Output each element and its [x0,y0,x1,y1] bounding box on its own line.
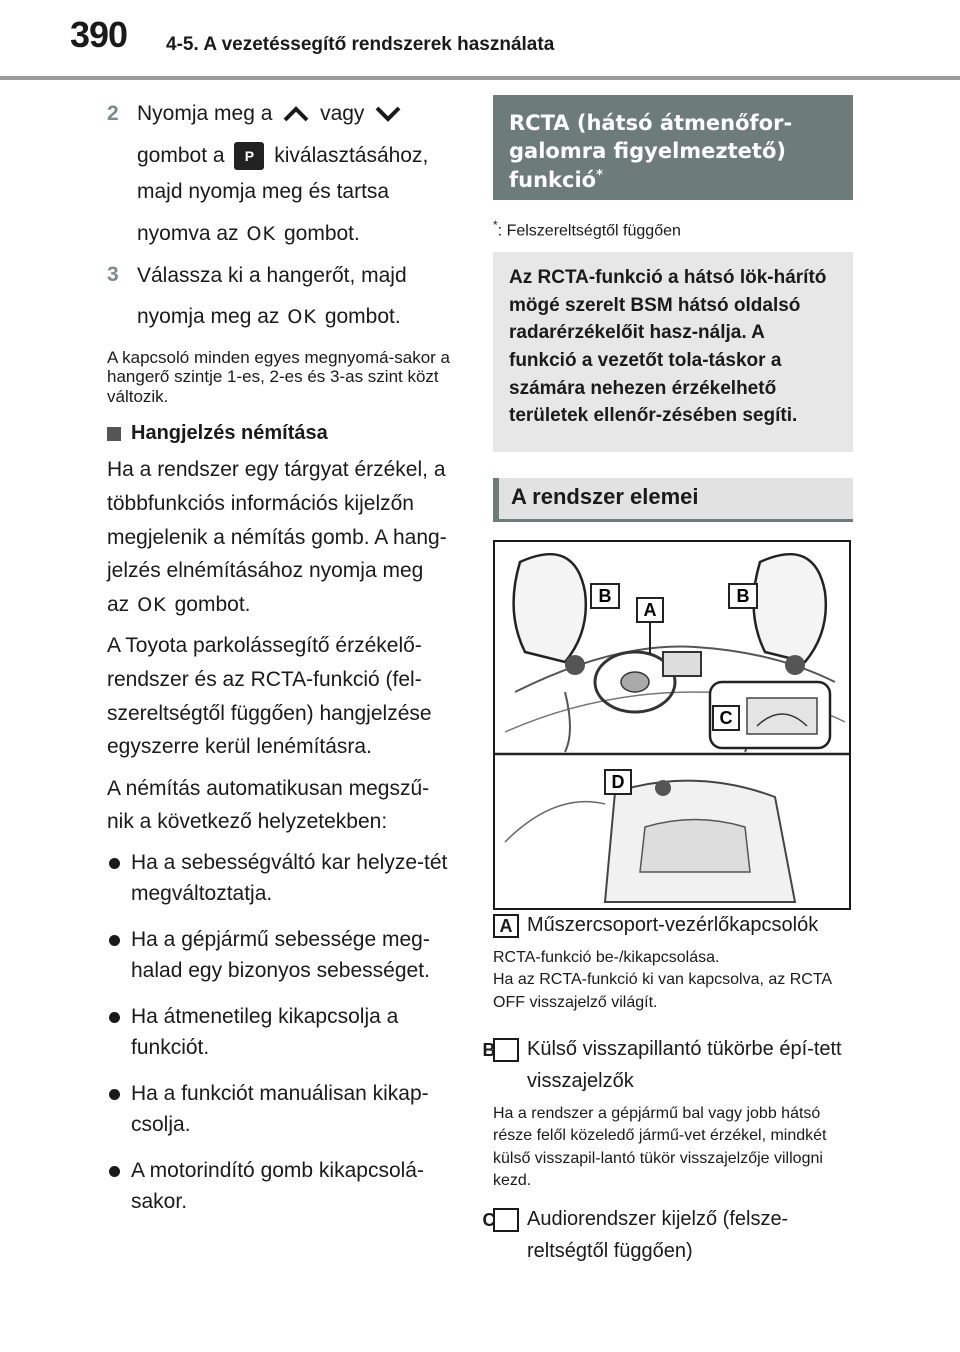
step-number: 3 [107,262,119,286]
list-item: Ha a funkciót manuálisan kikap-csolja. [107,1078,452,1141]
step-text: nyomja meg az [137,305,280,329]
step-2 [107,98,452,251]
legend-item-c-title [482,1203,853,1267]
rcta-title-line: galomra figyelmeztető) [509,139,786,164]
para-text: Ha a rendszer egy tárgyat érzékel, a többfunkciós információs kijelzőn megjelenik a némítás gomb. A hang-jelzés elnémításához nyomja meg az [107,458,447,616]
legend-title-text: Műszercsoport-vezérlőkapcsolók [527,914,819,936]
rcta-title-line: RCTA (hátsó átmenőfor- [509,111,793,135]
step-2-line-2 [137,136,452,177]
step-3-line-1: Válassza ki a hangerőt, majd [137,263,407,287]
rcta-title-word: funkció [509,167,597,192]
legend-b [482,1033,853,1193]
step-3-line-2 [137,300,452,334]
legend-a [493,909,853,1014]
header-divider [0,76,960,80]
figure-label-a: A [643,600,657,620]
step-text: Nyomja meg a [137,102,273,125]
rcta-info-box: Az RCTA-funkció a hátsó lök-hárító mögé szerelt BSM hátsó oldalsó radarérzékelőit hasz-nálja. A funkció a vezetőt tola-táskor a számára nehezen érzékelhető területek ellenőr-zésében segíti. [493,252,853,452]
chevron-down-icon [374,106,402,122]
figure-label-d: D [611,772,625,792]
ok-button-icon: OK [246,222,276,245]
legend-title-text: Külső visszapillantó tükörbe épí-tett visszajelzők [527,1038,842,1092]
mute-paragraph [107,453,452,621]
list-item: Ha a sebességváltó kar helyze-tét megváltoztatja. [107,847,452,910]
step-number: 2 [107,102,119,125]
step-2-line-3: majd nyomja meg és tartsa [137,180,390,204]
step-2-line-4 [137,217,452,251]
volume-note: A kapcsoló minden egyes megnyomá-sakor a hangerő szintje 1-es, 2-es és 3-as szint közt változik. [107,347,451,406]
parking-sensor-icon: P [234,142,264,170]
legend-c [482,1203,853,1267]
legend-tag: C [493,1208,519,1232]
legend-tag: B [493,1038,519,1062]
left-column [107,98,452,1232]
car-interior-drawing [495,542,849,908]
footnote [493,218,853,240]
legend-title-text: Audiorendszer kijelző (felsze-reltségtől függően) [527,1208,789,1262]
step-text: nyomva az [137,221,239,245]
mute-shared-paragraph: A Toyota parkolássegítő érzékelő-rendszer és az RCTA-funkció (fel-szereltségtől függően) hangjelzése egyszerre kerül lenémításra. [107,634,432,759]
footnote-marker: * [596,167,603,183]
step-text: vagy [320,102,365,125]
figure-label-c: C [719,708,733,728]
rcta-title-box [493,95,853,200]
section-heading [493,478,853,522]
ok-button-icon: OK [287,306,317,329]
figure-label-b-right: B [736,586,750,606]
step-3 [107,259,452,334]
legend-item-b-desc: Ha a rendszer a gépjármű bal vagy jobb hátsó része felől közeledő jármű-vet érzékel, mindkét külső visszapil-lantó tükör visszajelzője villogni kezd. [493,1105,827,1190]
chevron-up-icon [282,106,310,122]
legend-item-a-desc: RCTA-funkció be-/kikapcsolása. Ha az RCTA-funkció ki van kapcsolva, az RCTA OFF visszajelző világít. [493,949,832,1011]
list-item: A motorindító gomb kikapcsolá-sakor. [107,1155,452,1218]
square-bullet-icon [107,427,121,441]
mute-cancel-list [107,847,452,1218]
footnote-text: : Felszereltségtől függően [497,222,681,240]
ok-button-icon: OK [137,593,167,616]
legend-item-b-title [482,1033,853,1097]
rcta-title-line [509,166,837,194]
step-text: gombot. [283,221,360,245]
page-header [0,0,960,80]
step-text: kiválasztásához, [274,143,429,167]
legend-item-a-title [493,909,853,941]
subheading [107,422,452,445]
right-column [493,95,853,522]
list-item: Ha a gépjármű sebessége meg-halad egy bizonyos sebességet. [107,924,452,987]
figure-label-b-left: B [598,586,612,606]
step-text: gombot. [324,305,401,329]
page-number: 390 [70,14,128,55]
step-text: gombot a [137,143,225,167]
legend-tag: A [493,914,519,938]
subheading-text: Hangjelzés némítása [131,422,328,445]
system-components-illustration [493,540,851,910]
mute-cancel-paragraph: A némítás automatikusan megszű-nik a következő helyzetekben: [107,776,430,834]
list-item: Ha átmenetileg kikapcsolja a funkciót. [107,1001,452,1064]
para-text: gombot. [174,592,251,616]
section-heading-text: A rendszer elemei [511,484,699,510]
step-2-line-1 [137,98,452,130]
footnote-marker: * [493,218,498,232]
section-title: 4-5. A vezetéssegítő rendszerek használata [166,34,555,55]
